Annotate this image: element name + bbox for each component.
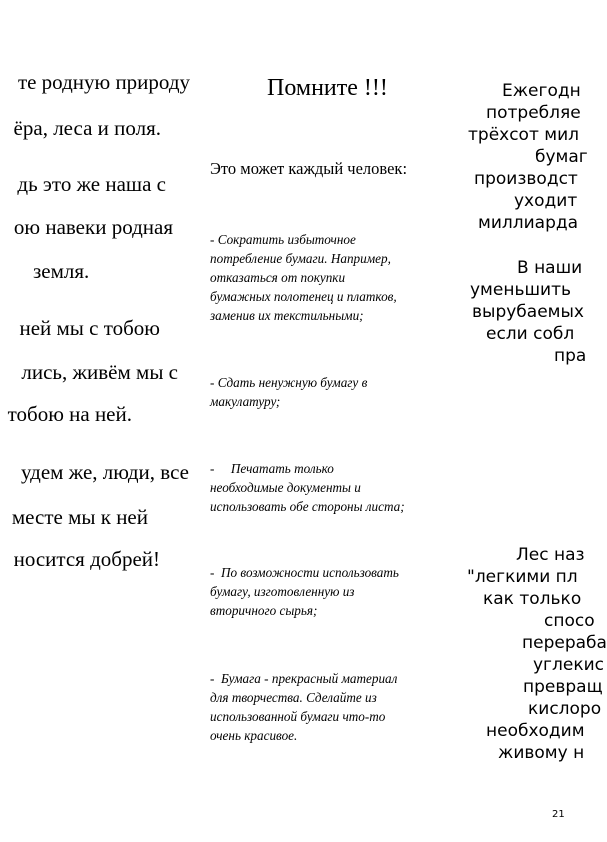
fact-line: если собл [486, 324, 575, 344]
tip-line: - Печатать только [210, 461, 334, 476]
tip-line: - Сдать ненужную бумагу в [210, 375, 368, 390]
poem-line: ней мы с тобою [19, 316, 160, 340]
poem-line: месте мы к ней [11, 505, 148, 529]
tip-item [210, 373, 455, 411]
fact-line: необходим [486, 721, 585, 741]
tip-line: использованной бумаги что-то [210, 709, 386, 724]
fact-line: производст [474, 169, 578, 189]
tips-column [205, 0, 460, 842]
facts-column [462, 0, 607, 842]
fact-line: пра [554, 346, 587, 366]
tip-item [210, 459, 455, 516]
tip-line: бумагу, изготовленную из [210, 584, 355, 599]
page-number: 21 [552, 809, 565, 820]
tip-item [210, 669, 455, 745]
fact-line: бумаг [535, 147, 588, 167]
fact-line: потребляе [486, 103, 581, 123]
tip-line: заменив их текстильными; [210, 308, 364, 323]
fact-line: кислоро [528, 699, 602, 719]
poem-line: тобою на ней. [7, 402, 132, 426]
fact-line: В наши [517, 258, 583, 278]
fact-line: живому н [498, 743, 585, 763]
tip-line: для творчества. Сделайте из [210, 690, 377, 705]
fact-line: "легкими пл [467, 567, 578, 587]
tip-line: - По возможности использовать [210, 565, 399, 580]
tip-line: - Бумага - прекрасный материал [210, 671, 398, 686]
tip-line: - Сократить избыточное [210, 232, 356, 247]
poem-line: носится добрей! [13, 547, 160, 571]
fact-line: Ежегодн [502, 81, 581, 101]
fact-line: Лес наз [516, 545, 585, 565]
tip-line: использовать обе стороны листа; [210, 499, 405, 514]
tip-line: вторичного сырья; [210, 603, 318, 618]
poem-line: дь это же наша с [17, 172, 166, 196]
tip-line: очень красивое. [210, 728, 298, 743]
fact-line: спосо [544, 611, 595, 631]
poem-line: ёра, леса и поля. [13, 116, 161, 140]
poem-line: земля. [33, 259, 90, 283]
fact-line: перераба [522, 633, 607, 653]
fact-line: превращ [523, 677, 603, 697]
fact-line: уменьшить [470, 280, 572, 300]
fact-line: вырубаемых [472, 302, 584, 322]
tip-line: потребление бумаги. Например, [210, 251, 391, 266]
tip-item [210, 563, 455, 620]
tip-item [210, 230, 455, 325]
fact-line: миллиарда [478, 213, 579, 233]
tip-line: необходимые документы и [210, 480, 361, 495]
column-title: Помните !!! [267, 75, 388, 101]
tip-line: бумажных полотенец и платков, [210, 289, 397, 304]
fact-line: углекис [533, 655, 604, 675]
fact-line: как только [483, 589, 582, 609]
poem-line: ою навеки родная [13, 215, 173, 239]
column-subtitle: Это может каждый человек: [210, 159, 408, 178]
poem-line: те родную природу [17, 70, 190, 94]
poem-line: удем же, люди, все [21, 460, 189, 484]
fact-line: трёхсот мил [468, 125, 580, 145]
fact-line: уходит [514, 191, 578, 211]
poem-column [0, 0, 200, 842]
tip-line: отказаться от покупки [210, 270, 346, 285]
poem-line: лись, живём мы с [21, 360, 178, 384]
tip-line: макулатуру; [210, 394, 281, 409]
